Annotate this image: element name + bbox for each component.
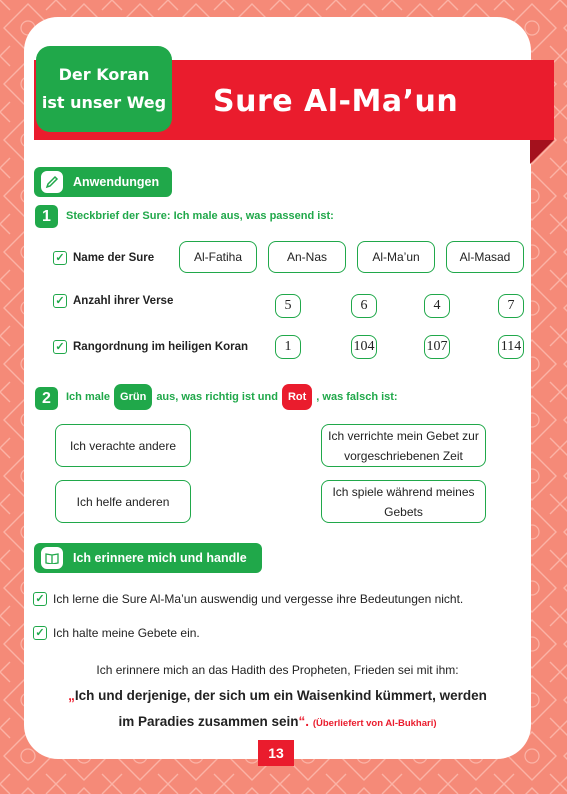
tab-line-2: ist unser Weg: [41, 93, 167, 112]
statement-verachte[interactable]: Ich verachte andere: [55, 424, 191, 467]
ribbon-fold: [530, 140, 554, 164]
task-1-instruction: Steckbrief der Sure: Ich male aus, was passend ist:: [66, 210, 334, 222]
book-tab: [36, 46, 172, 132]
section-anwendungen-label: Anwendungen: [73, 175, 160, 189]
hadith-quote-line-1: [24, 688, 531, 703]
check-icon: ✓: [53, 251, 67, 265]
section-erinnere-label: Ich erinnere mich und handle: [73, 551, 247, 565]
row-label: Rangordnung im heiligen Koran: [73, 341, 249, 353]
check-icon: ✓: [53, 294, 67, 308]
option-verses-5[interactable]: 5: [275, 294, 301, 318]
option-an-nas[interactable]: An-Nas: [268, 241, 346, 273]
tab-line-1: Der Koran: [58, 65, 150, 84]
statement-helfe[interactable]: Ich helfe anderen: [55, 480, 191, 523]
option-rank-114[interactable]: 114: [498, 335, 524, 359]
quote-open: „: [68, 688, 75, 703]
option-rank-1[interactable]: 1: [275, 335, 301, 359]
green-chip: Grün: [114, 384, 152, 410]
task-2-text-middle: aus, was richtig ist und: [156, 391, 278, 403]
quote-close: “.: [298, 714, 310, 729]
check-icon: ✓: [33, 626, 47, 640]
task-1-number: 1: [35, 205, 58, 228]
quote-text-1: Ich und derjenige, der sich um ein Waisenkind kümmert, werden: [74, 688, 487, 703]
page-title: Sure Al-Ma’un: [213, 84, 459, 119]
statement-spiele[interactable]: Ich spiele während meines Gebets: [321, 480, 486, 523]
option-al-maun[interactable]: Al-Ma’un: [357, 241, 435, 273]
page-number: 13: [258, 740, 294, 766]
task-2-number: 2: [35, 387, 58, 410]
red-chip: Rot: [282, 384, 312, 410]
task-2-instruction: [66, 384, 398, 410]
section-erinnere: [34, 543, 262, 573]
row-label: Anzahl ihrer Verse: [73, 295, 174, 307]
option-al-masad[interactable]: Al-Masad: [446, 241, 524, 273]
remember-item-2: [33, 626, 200, 640]
hadith-intro: Ich erinnere mich an das Hadith des Propheten, Frieden sei mit ihm:: [96, 663, 459, 677]
check-icon: ✓: [53, 340, 67, 354]
option-verses-7[interactable]: 7: [498, 294, 524, 318]
quote-text-2: im Paradies zusammen sein: [118, 714, 299, 729]
remember-item-1: [33, 592, 463, 606]
row-label: Name der Sure: [73, 252, 155, 264]
remember-item-text: Ich lerne die Sure Al-Ma’un auswendig und vergesse ihre Bedeutungen nicht.: [53, 592, 464, 606]
pencil-icon: [41, 171, 63, 193]
hadith-source: (Überliefert von Al-Bukhari): [312, 718, 437, 729]
option-rank-107[interactable]: 107: [424, 335, 450, 359]
check-icon: ✓: [33, 592, 47, 606]
option-verses-6[interactable]: 6: [351, 294, 377, 318]
remember-item-text: Ich halte meine Gebete ein.: [53, 626, 200, 640]
book-icon: [41, 547, 63, 569]
hadith-quote-line-2: [24, 714, 531, 729]
task-2-text-before: Ich male: [66, 391, 111, 403]
option-rank-104[interactable]: 104: [351, 335, 377, 359]
row-rangordnung: [53, 340, 248, 354]
section-anwendungen: [34, 167, 172, 197]
row-name-der-sure: [53, 251, 154, 265]
statement-gebet-zeit[interactable]: Ich verrichte mein Gebet zur vorgeschriebenen Zeit: [321, 424, 486, 467]
option-al-fatiha[interactable]: Al-Fatiha: [179, 241, 257, 273]
row-anzahl-verse: [53, 294, 173, 308]
task-2-text-after: , was falsch ist:: [316, 391, 398, 403]
option-verses-4[interactable]: 4: [424, 294, 450, 318]
